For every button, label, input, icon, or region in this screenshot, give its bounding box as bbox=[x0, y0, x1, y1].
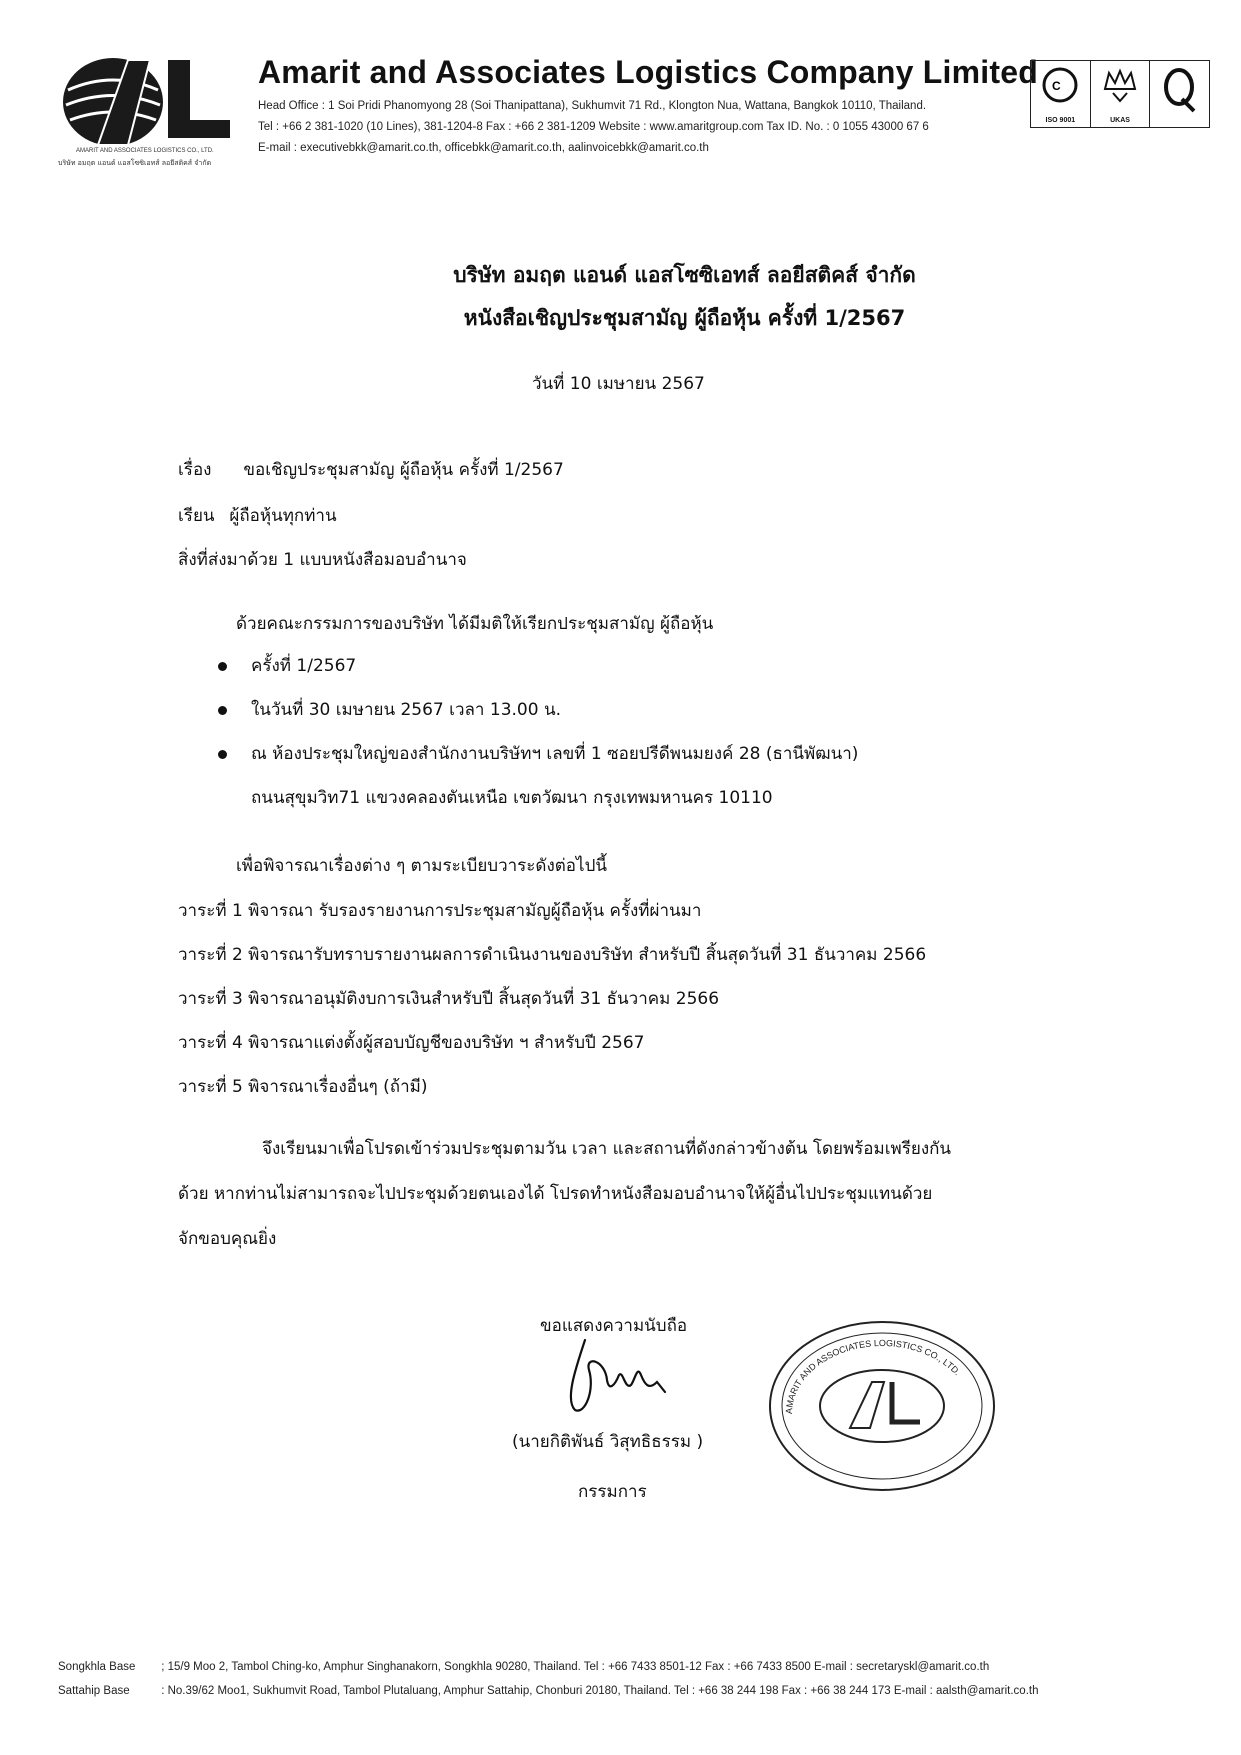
bullet-meeting-datetime: ในวันที่ 30 เมษายน 2567 เวลา 13.00 น. bbox=[251, 700, 561, 720]
q-mark-icon bbox=[1154, 65, 1204, 115]
agenda-item-4: วาระที่ 4 พิจารณาแต่งตั้งผู้สอบบัญชีของบริษัท ฯ สำหรับปี 2567 bbox=[178, 1033, 645, 1053]
company-seal-stamp bbox=[764, 1318, 1000, 1494]
subject-row bbox=[178, 456, 564, 483]
closing-line-3: จักขอบคุณยิ่ง bbox=[178, 1229, 277, 1249]
footer-sattahip-details: : No.39/62 Moo1, Sukhumvit Road, Tambol Plutaluang, Amphur Sattahip, Chonburi 20180, Thailand. Tel : +66 38 244 198 Fax : +66 38 244 173 E-mail : aalsth@amarit.co.th bbox=[161, 1685, 1039, 1697]
letter-company-title: บริษัท อมฤต แอนด์ แอสโซซิเอทส์ ลอยีสติคส์ จำกัด bbox=[453, 263, 916, 287]
enclosure-line: สิ่งที่ส่งมาด้วย 1 แบบหนังสือมอบอำนาจ bbox=[178, 550, 467, 570]
logo-caption: บริษัท อมฤต แอนด์ แอสโซซิเอทส์ ลอยีสติคส์ จำกัด bbox=[58, 159, 212, 167]
iso-icon bbox=[1035, 65, 1085, 109]
bullet-icon bbox=[218, 662, 227, 671]
signatory-position: กรรมการ bbox=[578, 1482, 647, 1502]
agenda-item-5: วาระที่ 5 พิจารณาเรื่องอื่นๆ (ถ้ามี) bbox=[178, 1077, 428, 1097]
bullet-icon bbox=[218, 706, 227, 715]
company-logo bbox=[58, 50, 238, 170]
letter-date: วันที่ 10 เมษายน 2567 bbox=[532, 374, 705, 394]
agenda-intro: เพื่อพิจารณาเรื่องต่าง ๆ ตามระเบียบวาระดังต่อไปนี้ bbox=[236, 856, 607, 876]
venue-address-continued: ถนนสุขุมวิท71 แขวงคลองตันเหนือ เขตวัฒนา กรุงเทพมหานคร 10110 bbox=[251, 788, 773, 808]
closing-line-2: ด้วย หากท่านไม่สามารถจะไปประชุมด้วยตนเองได้ โปรดทำหนังสือมอบอำนาจให้ผู้อื่นไปประชุมแทนด้วย bbox=[178, 1184, 933, 1204]
to-label: เรียน bbox=[178, 506, 215, 526]
agenda-item-2: วาระที่ 2 พิจารณารับทราบรายงานผลการดำเนินงานของบริษัท สำหรับปี สิ้นสุดวันที่ 31 ธันวาคม 2566 bbox=[178, 945, 927, 965]
subject-label: เรื่อง bbox=[178, 460, 212, 480]
footer-sattahip-label: Sattahip Base bbox=[58, 1685, 130, 1697]
head-office-email: E-mail : executivebkk@amarit.co.th, officebkk@amarit.co.th, aalinvoicebkk@amarit.co.th bbox=[258, 142, 709, 154]
cert-label-ukas: UKAS bbox=[1110, 117, 1130, 124]
handwritten-signature bbox=[545, 1330, 675, 1420]
certification-badges bbox=[1030, 60, 1210, 128]
agenda-item-1: วาระที่ 1 พิจารณา รับรองรายงานการประชุมสามัญผู้ถือหุ้น ครั้งที่ผ่านมา bbox=[178, 901, 702, 921]
iso-9001-badge bbox=[1031, 61, 1091, 127]
subject-text: ขอเชิญประชุมสามัญ ผู้ถือหุ้น ครั้งที่ 1/2567 bbox=[243, 460, 564, 480]
footer-songkhla-base bbox=[58, 1661, 989, 1673]
head-office-address: Head Office : 1 Soi Pridi Phanomyong 28 (Soi Thanipattana), Sukhumvit 71 Rd., Klongton Nua, Wattana, Bangkok 10110, Thailand. bbox=[258, 100, 927, 112]
agenda-item-3: วาระที่ 3 พิจารณาอนุมัติงบการเงินสำหรับปี สิ้นสุดวันที่ 31 ธันวาคม 2566 bbox=[178, 989, 720, 1009]
q-mark-badge bbox=[1150, 61, 1209, 127]
company-name: Amarit and Associates Logistics Company Limited bbox=[258, 54, 1038, 90]
seal-text: AMARIT AND ASSOCIATES LOGISTICS CO., LTD. bbox=[783, 1337, 963, 1415]
to-row bbox=[178, 502, 337, 529]
crown-icon bbox=[1095, 65, 1145, 109]
footer-sattahip-base bbox=[58, 1685, 1038, 1697]
intro-paragraph: ด้วยคณะกรรมการของบริษัท ได้มีมติให้เรียกประชุมสามัญ ผู้ถือหุ้น bbox=[236, 614, 714, 634]
bullet-meeting-venue: ณ ห้องประชุมใหญ่ของสำนักงานบริษัทฯ เลขที่ 1 ซอยปรีดีพนมยงค์ 28 (ธานีพัฒนา) bbox=[251, 744, 859, 764]
letter-subject-title: หนังสือเชิญประชุมสามัญ ผู้ถือหุ้น ครั้งที่ 1/2567 bbox=[463, 306, 906, 330]
ukas-badge bbox=[1091, 61, 1151, 127]
closing-line-1: จึงเรียนมาเพื่อโปรดเข้าร่วมประชุมตามวัน เวลา และสถานที่ดังกล่าวข้างต้น โดยพร้อมเพรียงกัน bbox=[262, 1139, 952, 1159]
to-text: ผู้ถือหุ้นทุกท่าน bbox=[229, 506, 337, 526]
cert-label-iso: ISO 9001 bbox=[1045, 117, 1076, 124]
footer-songkhla-details: ; 15/9 Moo 2, Tambol Ching-ko, Amphur Singhanakorn, Songkhla 90280, Thailand. Tel : +66 7433 8501-12 Fax : +66 7433 8500 E-mail : secretaryskl@amarit.co.th bbox=[161, 1661, 990, 1673]
regards-text: ขอแสดงความนับถือ bbox=[540, 1316, 688, 1336]
svg-text:AMARIT AND ASSOCIATES LOGISTIC bbox=[784, 1338, 962, 1414]
bullet-icon bbox=[218, 750, 227, 759]
bullet-meeting-number: ครั้งที่ 1/2567 bbox=[251, 656, 357, 676]
svg-text:AMARIT AND ASSOCIATES LOGISTIC: AMARIT AND ASSOCIATES LOGISTICS CO., LTD. bbox=[76, 148, 214, 154]
svg-text:C: C bbox=[1052, 79, 1061, 93]
footer-songkhla-label: Songkhla Base bbox=[58, 1661, 136, 1673]
signatory-name: (นายกิติพันธ์ วิสุทธิธรรม ) bbox=[512, 1432, 704, 1452]
head-office-contact: Tel : +66 2 381-1020 (10 Lines), 381-1204-8 Fax : +66 2 381-1209 Website : www.amaritgroup.com Tax ID. No. : 0 1055 43000 67 6 bbox=[258, 121, 929, 133]
